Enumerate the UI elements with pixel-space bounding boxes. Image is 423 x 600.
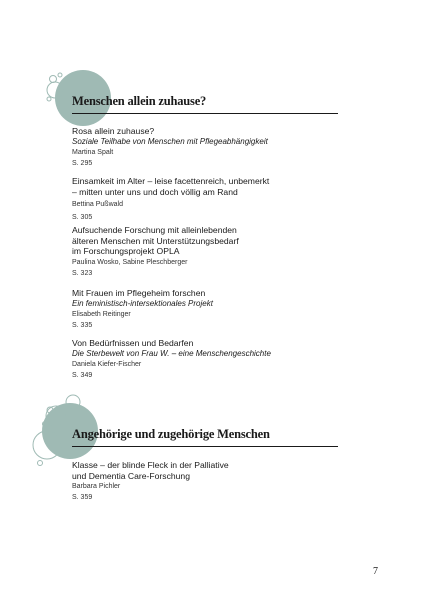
section-divider: [72, 446, 338, 447]
entry-page: S. 305: [72, 214, 93, 222]
entry-subtitle: Die Sterbewelt von Frau W. – eine Menschengeschichte: [72, 348, 271, 358]
toc-entry[interactable]: [72, 126, 362, 168]
section-title: Angehörige und zugehörige Menschen: [72, 427, 270, 441]
entry-author: Barbara Pichler: [72, 483, 121, 491]
entry-title: Von Bedürfnissen und Bedarfen: [72, 338, 194, 348]
entry-author: Martina Spalt: [72, 148, 114, 156]
toc-entry[interactable]: [72, 176, 362, 222]
circle-outline: [50, 76, 57, 83]
entry-author: Paulina Wosko, Sabine Pleschberger: [72, 258, 188, 266]
section-divider: [72, 113, 338, 114]
entry-title: Klasse – der blinde Fleck in der Palliative und Dementia Care-Forschung: [72, 460, 229, 481]
circle-outline: [58, 73, 62, 77]
entry-author: Daniela Kiefer-Fischer: [72, 360, 142, 368]
entry-subtitle: Ein feministisch-intersektionales Projekt: [72, 298, 213, 308]
entry-page: S. 349: [72, 371, 93, 379]
entry-title: Aufsuchende Forschung mit alleinlebenden älteren Menschen mit Unterstützungsbedarf im Forschungsprojekt OPLA: [72, 225, 239, 257]
entry-page: S. 359: [72, 494, 93, 502]
entry-author: Elisabeth Reitinger: [72, 310, 131, 318]
entry-title: Mit Frauen im Pflegeheim forschen: [72, 288, 206, 298]
toc-entry[interactable]: [72, 460, 362, 502]
entry-subtitle: Soziale Teilhabe von Menschen mit Pflegeabhängigkeit: [72, 136, 268, 146]
entry-page: S. 335: [72, 321, 93, 329]
toc-entry[interactable]: [72, 288, 362, 330]
page-number: 7: [373, 566, 378, 577]
circle-outline: [38, 461, 43, 466]
toc-entry[interactable]: [72, 225, 362, 278]
entry-page: S. 295: [72, 159, 93, 167]
toc-entry[interactable]: [72, 338, 362, 380]
entry-title: Rosa allein zuhause?: [72, 126, 155, 136]
circle-outline: [47, 97, 51, 101]
section-title: Menschen allein zuhause?: [72, 94, 207, 108]
entry-page: S. 323: [72, 269, 93, 277]
entry-author: Bettina Pußwald: [72, 201, 123, 209]
entry-title: Einsamkeit im Alter – leise facettenreich, unbemerkt – mitten unter uns und doch völlig am Rand: [72, 176, 270, 197]
